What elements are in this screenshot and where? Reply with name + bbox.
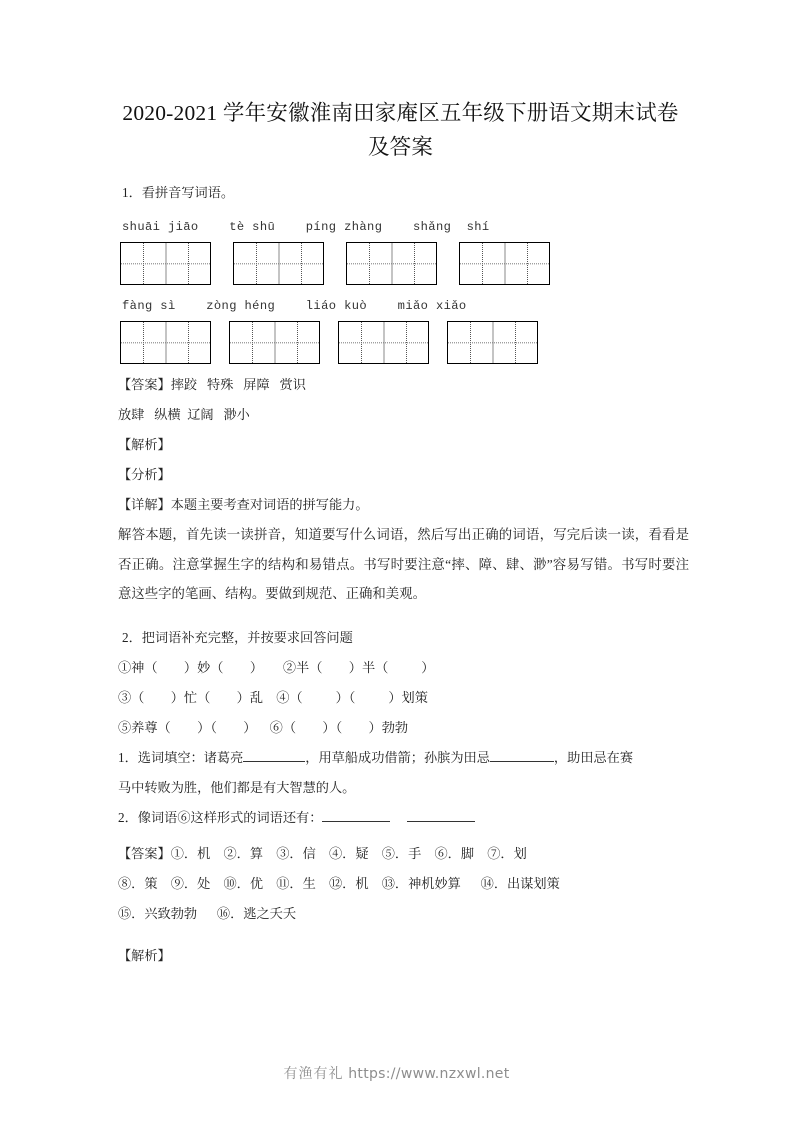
tianzige-box[interactable] (338, 321, 429, 364)
sub1-blank-2[interactable] (490, 761, 554, 762)
question-2-prompt: 2．把词语补充完整，并按要求回答问题 (122, 629, 353, 645)
pinyin-row-1: shuāi jiāo tè shū píng zhàng shǎng shí (122, 220, 490, 234)
tianzige-box[interactable] (120, 242, 211, 285)
tianzige-box[interactable] (346, 242, 437, 285)
q2-fill-line-1: ①神（ ）妙（ ） ②半（ ）半（ ） (118, 659, 435, 675)
title-line-2: 及答案 (367, 135, 434, 159)
sub2-blank-1[interactable] (322, 821, 390, 822)
dotted-horizontal-guide (121, 263, 210, 264)
pinyin-row-2: fàng sì zòng héng liáo kuò miǎo xiǎo (122, 299, 467, 313)
footer-url: https://www.nzxwl.net (348, 1066, 510, 1082)
sub1-middle-text: ，用草船成功借箭；孙膑为田忌 (305, 749, 490, 765)
q1-answer-line-1: 【答案】摔跤 特殊 屏障 赏识 (118, 377, 306, 392)
q2-sub-question-2 (118, 803, 689, 833)
footer-brand: 有渔有礼 (283, 1067, 344, 1082)
q1-fenxi-tag: 【分析】 (118, 467, 171, 482)
dotted-horizontal-guide (339, 342, 428, 343)
writing-grid-row-2 (118, 321, 689, 364)
sub1-prefix-text: 1．选词填空：诸葛亮 (118, 749, 244, 765)
q2-answer-row-2: ⑧．策 ⑨．处 ⑩．优 ⑪．生 ⑫．机 ⑬．神机妙算 ⑭．出谋划策 (118, 875, 560, 891)
q2-sub-question-1-line-2: 马中转败为胜，他们都是有大智慧的人。 (118, 779, 356, 795)
sub2-prefix-text: 2．像词语⑥这样形式的词语还有： (118, 809, 323, 825)
sub2-blank-2[interactable] (407, 821, 475, 822)
question-1-prompt: 1．看拼音写词语。 (122, 185, 235, 200)
page-title (118, 96, 689, 164)
title-line-1: 2020-2021 学年安徽淮南田家庵区五年级下册语文期末试卷 (122, 101, 679, 125)
tianzige-box[interactable] (120, 321, 211, 364)
tianzige-box[interactable] (229, 321, 320, 364)
tianzige-box[interactable] (233, 242, 324, 285)
q2-fill-line-2: ③（ ）忙（ ）乱 ④（ ）（ ）划策 (118, 689, 428, 705)
q1-answer-line-2: 放肆 纵横 辽阔 渺小 (118, 407, 250, 422)
tianzige-box[interactable] (459, 242, 550, 285)
q2-answer-row-3: ⑮．兴致勃勃 ⑯．逃之夭夭 (118, 905, 297, 921)
writing-grid-row-1 (118, 242, 689, 285)
dotted-horizontal-guide (448, 342, 537, 343)
q1-jiexi-tag: 【解析】 (118, 437, 171, 452)
q2-answer-label: 【答案】 (118, 845, 171, 861)
sub1-blank-1[interactable] (243, 761, 305, 762)
q1-explanation-paragraph: 解答本题，首先读一读拼音，知道要写什么词语，然后写出正确的词语，写完后读一读，看看是否正确。注意掌握生字的结构和易错点。书写时要注意“摔、障、肆、渺”容易写错。书写时要注意这些字的笔画、结构。要做到规范、正确和美观。 (118, 527, 689, 601)
q2-fill-line-3: ⑤养尊（ ）（ ） ⑥（ ）（ ）勃勃 (118, 719, 409, 735)
page-footer (0, 1063, 793, 1083)
sub1-suffix-text: ，助田忌在赛 (553, 749, 634, 765)
q2-sub-question-1 (118, 743, 689, 773)
q1-xiangjie: 【详解】本题主要考查对词语的拼写能力。 (118, 497, 369, 512)
q2-answers-1: ①．机 ②．算 ③．信 ④．疑 ⑤．手 ⑥．脚 ⑦．划 (170, 845, 527, 861)
q2-jiexi-tag: 【解析】 (118, 947, 171, 963)
tianzige-box[interactable] (447, 321, 538, 364)
dotted-horizontal-guide (460, 263, 549, 264)
dotted-horizontal-guide (230, 342, 319, 343)
q2-answer-row-1 (118, 839, 689, 869)
dotted-horizontal-guide (121, 342, 210, 343)
dotted-horizontal-guide (234, 263, 323, 264)
dotted-horizontal-guide (347, 263, 436, 264)
